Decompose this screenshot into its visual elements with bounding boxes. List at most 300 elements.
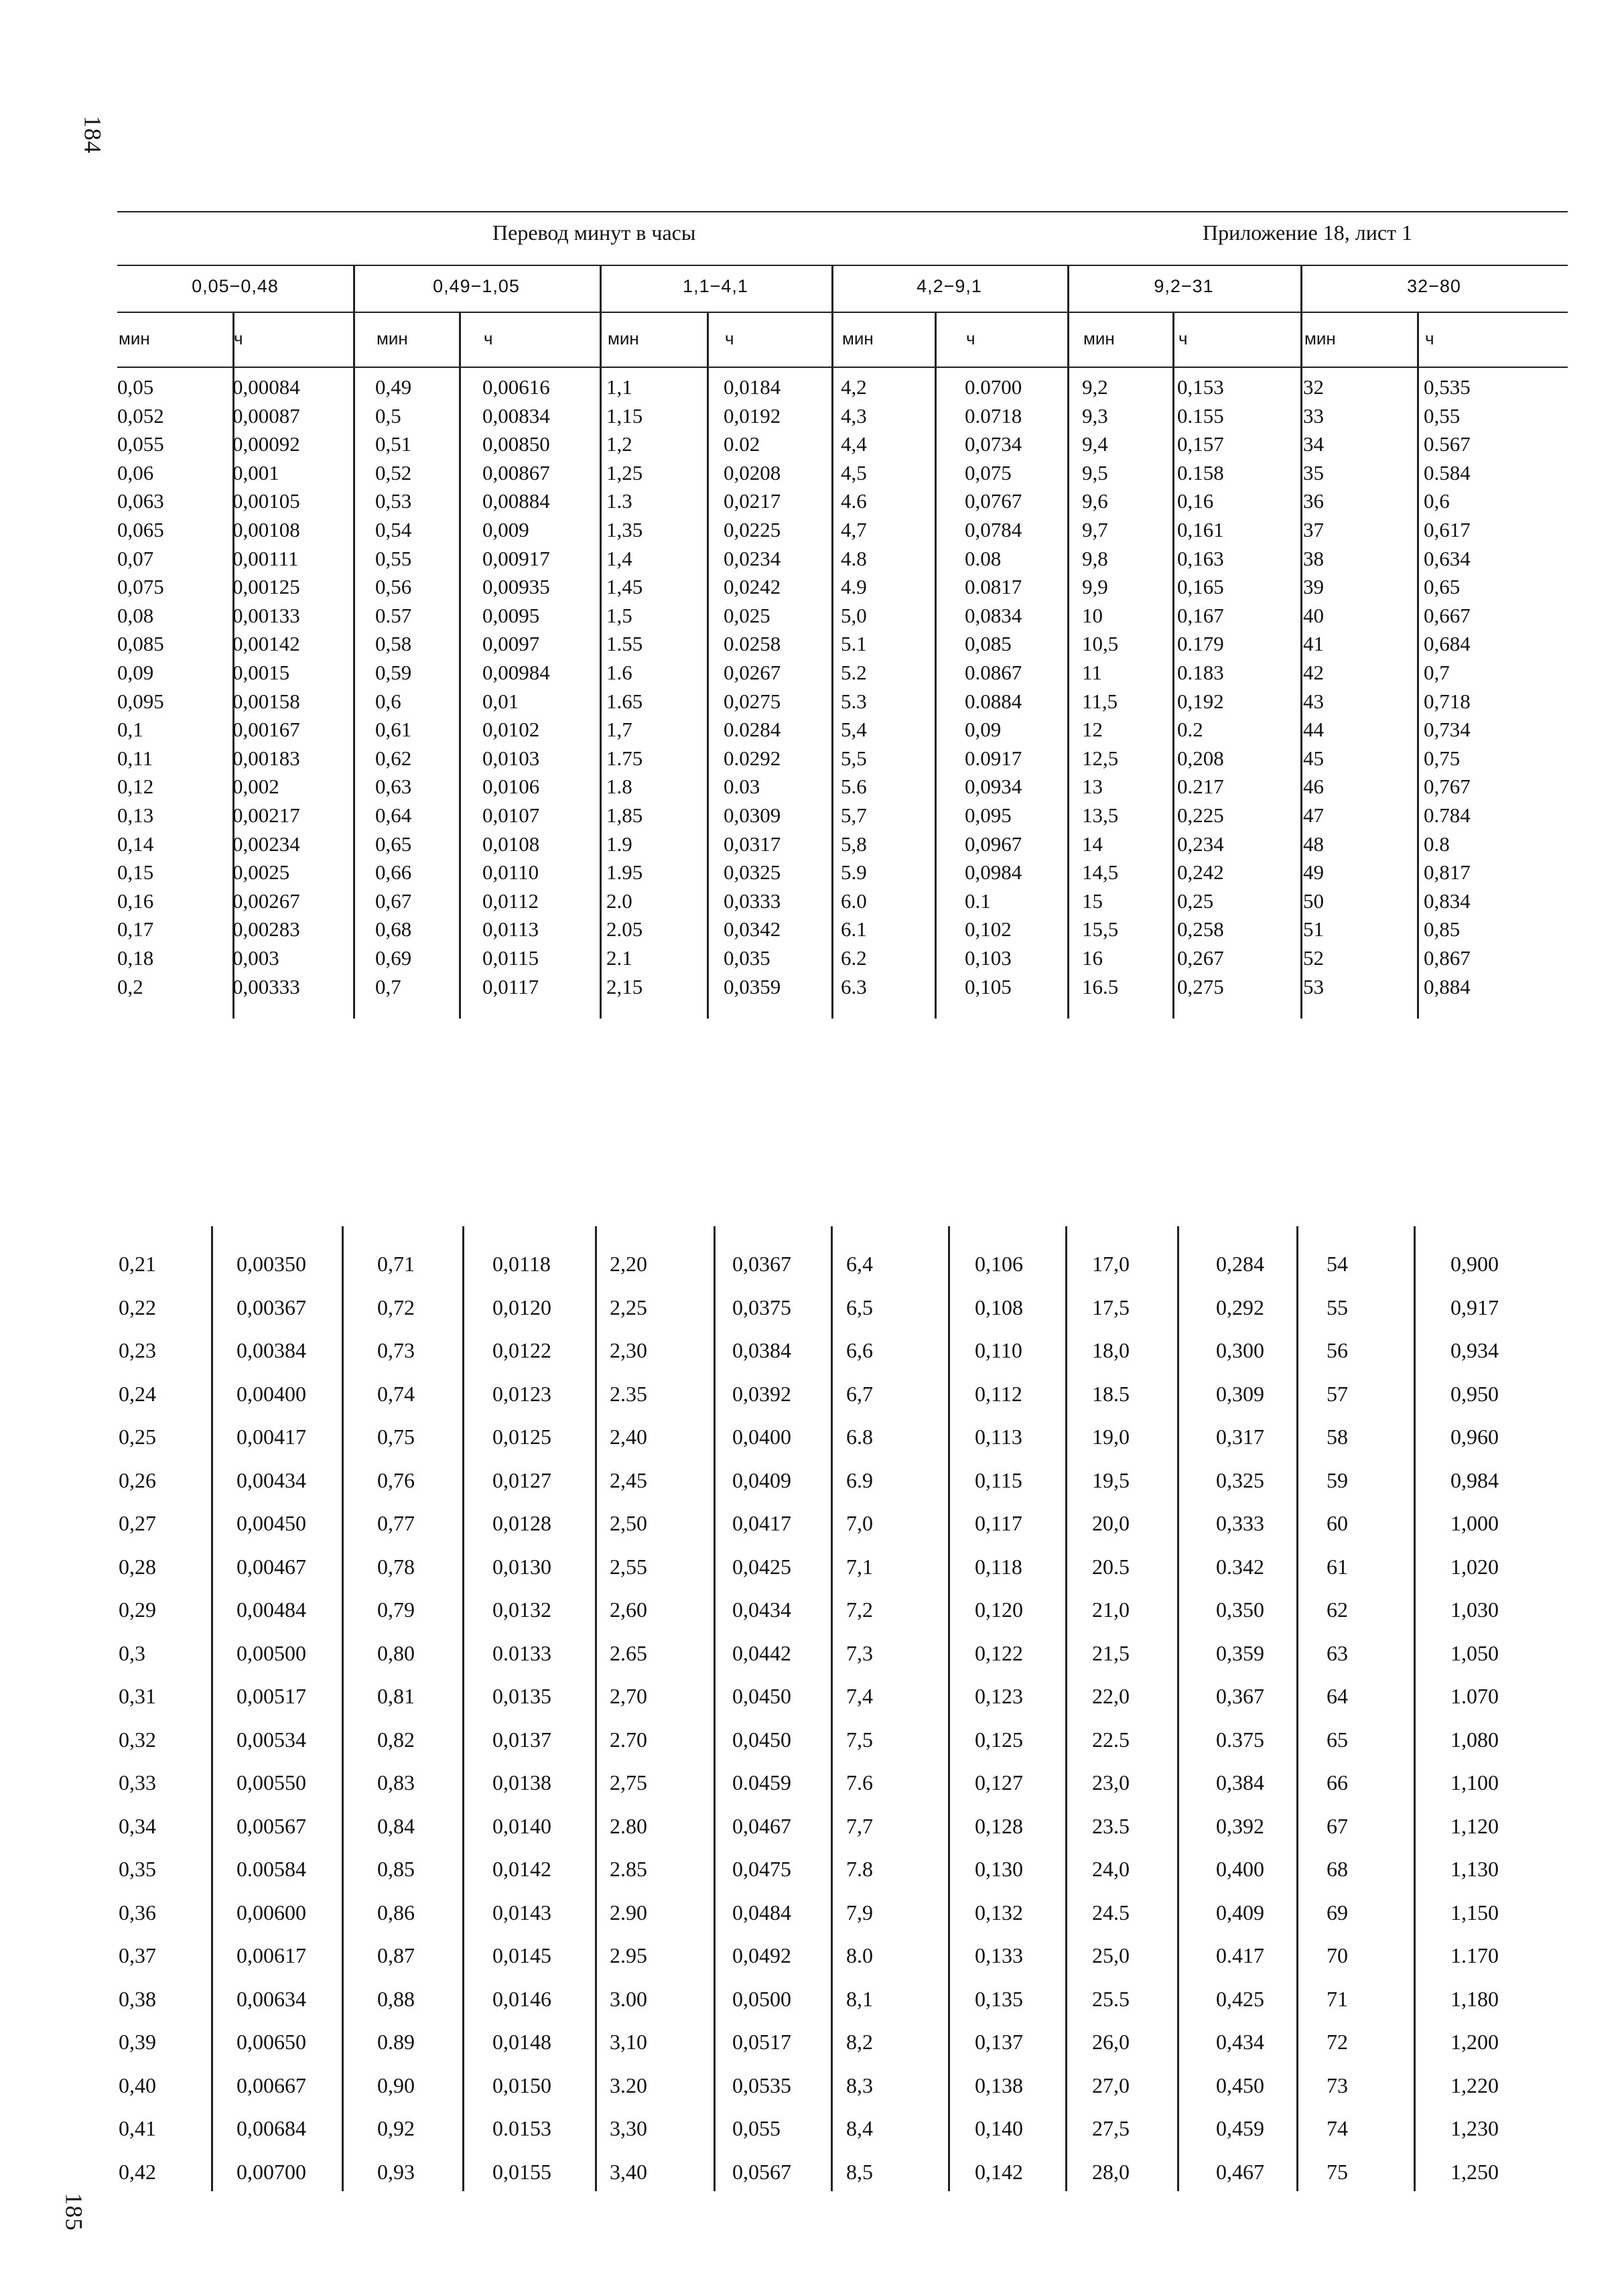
minutes-cell: 68 xyxy=(1327,1857,1348,1881)
hours-cell: 0,075 xyxy=(965,460,1012,484)
page-number-top: 184 xyxy=(79,115,107,154)
minutes-cell: 38 xyxy=(1303,546,1324,570)
unit-header: ч xyxy=(966,328,975,348)
table-row xyxy=(117,1900,1568,1941)
hours-cell: 1.170 xyxy=(1450,1943,1499,1967)
table-row xyxy=(117,2160,1568,2200)
hours-cell: 0,163 xyxy=(1177,546,1224,570)
minutes-cell: 0,7 xyxy=(375,974,401,998)
hours-cell: 0,0400 xyxy=(732,1425,791,1449)
hours-cell: 0,960 xyxy=(1450,1425,1499,1449)
minutes-cell: 0,52 xyxy=(375,460,412,484)
minutes-cell: 73 xyxy=(1327,2073,1348,2097)
unit-header: мин xyxy=(842,328,874,348)
hours-cell: 0,0127 xyxy=(492,1468,551,1492)
group-divider xyxy=(1067,265,1069,312)
hours-cell: 0,00234 xyxy=(232,832,300,856)
minutes-cell: 0,075 xyxy=(117,575,164,599)
hours-cell: 0,00867 xyxy=(482,460,550,484)
hours-cell: 0.158 xyxy=(1177,460,1224,484)
minutes-cell: 0.89 xyxy=(377,2030,415,2054)
minutes-cell: 17,0 xyxy=(1092,1252,1130,1276)
minutes-cell: 50 xyxy=(1303,889,1324,913)
hours-cell: 0,0118 xyxy=(492,1252,551,1276)
minutes-cell: 7,7 xyxy=(846,1813,873,1838)
minutes-cell: 0,2 xyxy=(117,974,143,998)
hours-cell: 0,001 xyxy=(232,460,279,484)
minutes-cell: 6.9 xyxy=(846,1468,873,1492)
minutes-cell: 0,71 xyxy=(377,1252,415,1276)
table-row xyxy=(117,803,1568,830)
minutes-cell: 46 xyxy=(1303,775,1324,799)
hours-cell: 0,292 xyxy=(1216,1295,1264,1319)
hours-cell: 0,225 xyxy=(1177,803,1224,827)
hours-cell: 1,080 xyxy=(1450,1727,1499,1752)
hours-cell: 0,01 xyxy=(482,689,519,713)
minutes-cell: 2.80 xyxy=(610,1813,647,1838)
minutes-cell: 0,84 xyxy=(377,1813,415,1838)
hours-cell: 0,09 xyxy=(965,718,1002,742)
minutes-cell: 0,25 xyxy=(119,1425,156,1449)
hours-cell: 0,00183 xyxy=(232,746,300,770)
hours-cell: 0,0122 xyxy=(492,1338,551,1362)
minutes-cell: 9,4 xyxy=(1082,432,1108,456)
hours-cell: 0,384 xyxy=(1216,1770,1264,1795)
hours-cell: 0,112 xyxy=(975,1381,1022,1406)
minutes-cell: 0.57 xyxy=(375,603,412,627)
table-row xyxy=(117,1728,1568,1768)
hours-cell: 0,00567 xyxy=(236,1813,306,1838)
table-row xyxy=(117,461,1568,488)
minutes-cell: 0,16 xyxy=(117,889,154,913)
hours-cell: 0,450 xyxy=(1216,2073,1264,2097)
hours-cell: 0,00667 xyxy=(236,2073,306,2097)
minutes-cell: 0,58 xyxy=(375,632,412,656)
minutes-cell: 59 xyxy=(1327,1468,1348,1492)
table-row xyxy=(117,547,1568,574)
minutes-cell: 0,85 xyxy=(377,1857,415,1881)
group-divider xyxy=(600,265,602,312)
hours-cell: 0,258 xyxy=(1177,917,1224,941)
hours-cell: 0,0132 xyxy=(492,1598,551,1622)
minutes-cell: 1.8 xyxy=(606,775,632,799)
minutes-cell: 5.9 xyxy=(841,860,867,885)
table-row xyxy=(117,1252,1568,1292)
minutes-cell: 0,07 xyxy=(117,546,154,570)
hours-cell: 0,0367 xyxy=(732,1252,791,1276)
hours-cell: 0,267 xyxy=(1177,946,1224,970)
minutes-cell: 72 xyxy=(1327,2030,1348,2054)
hours-cell: 0,0834 xyxy=(965,603,1022,627)
table-row xyxy=(117,1555,1568,1595)
minutes-cell: 1,25 xyxy=(606,460,643,484)
hours-cell: 0.1 xyxy=(965,889,991,913)
minutes-cell: 69 xyxy=(1327,1900,1348,1925)
minutes-cell: 1,85 xyxy=(606,803,643,827)
minutes-cell: 0,68 xyxy=(375,917,412,941)
hours-cell: 0.8 xyxy=(1424,832,1450,856)
hours-cell: 0,085 xyxy=(965,632,1012,656)
minutes-cell: 0,72 xyxy=(377,1295,415,1319)
hours-cell: 0,208 xyxy=(1177,746,1224,770)
table-row xyxy=(117,432,1568,459)
table-row xyxy=(117,1857,1568,1897)
hours-cell: 0,0442 xyxy=(732,1640,791,1665)
hours-cell: 1,050 xyxy=(1450,1640,1499,1665)
hours-cell: 0.217 xyxy=(1177,775,1224,799)
hours-cell: 0,135 xyxy=(975,1986,1023,2011)
minutes-cell: 4.6 xyxy=(841,489,867,513)
hours-cell: 0,317 xyxy=(1216,1425,1264,1449)
minutes-cell: 9,8 xyxy=(1082,546,1108,570)
hours-cell: 0,0103 xyxy=(482,746,540,770)
minutes-cell: 0,11 xyxy=(117,746,153,770)
hours-cell: 0,0123 xyxy=(492,1381,551,1406)
rule-top xyxy=(117,211,1568,212)
table-row xyxy=(117,1295,1568,1335)
minutes-cell: 8,5 xyxy=(846,2159,873,2184)
minutes-cell: 1.6 xyxy=(606,661,632,684)
minutes-cell: 0,09 xyxy=(117,661,154,684)
range-header: 9,2−31 xyxy=(1154,276,1214,296)
hours-cell: 0,0108 xyxy=(482,832,540,856)
minutes-cell: 0,73 xyxy=(377,1338,415,1362)
hours-cell: 0,0267 xyxy=(724,661,781,684)
minutes-cell: 5,4 xyxy=(841,718,867,742)
hours-cell: 0,0492 xyxy=(732,1943,791,1967)
minutes-cell: 7,5 xyxy=(846,1727,873,1752)
hours-cell: 0,884 xyxy=(1424,974,1471,998)
hours-cell: 0,0217 xyxy=(724,489,781,513)
minutes-cell: 20,0 xyxy=(1092,1511,1130,1535)
hours-cell: 0,467 xyxy=(1216,2159,1264,2184)
minutes-cell: 0,5 xyxy=(375,403,401,428)
minutes-cell: 25.5 xyxy=(1092,1986,1130,2011)
minutes-cell: 7,4 xyxy=(846,1684,873,1708)
minutes-cell: 9,5 xyxy=(1082,460,1108,484)
hours-cell: 0,367 xyxy=(1216,1684,1264,1708)
range-header: 4,2−9,1 xyxy=(917,276,982,296)
hours-cell: 0,0117 xyxy=(482,974,539,998)
minutes-cell: 14,5 xyxy=(1082,860,1119,885)
minutes-cell: 2,40 xyxy=(610,1425,647,1449)
hours-cell: 0,0434 xyxy=(732,1598,791,1622)
hours-cell: 0,00084 xyxy=(232,375,300,399)
hours-cell: 0,00600 xyxy=(236,1900,306,1925)
hours-cell: 0,718 xyxy=(1424,689,1471,713)
minutes-cell: 0,41 xyxy=(119,2116,156,2140)
minutes-cell: 28,0 xyxy=(1092,2159,1130,2184)
minutes-cell: 9,9 xyxy=(1082,575,1108,599)
hours-cell: 0,0450 xyxy=(732,1684,791,1708)
hours-cell: 0,0333 xyxy=(724,889,781,913)
hours-cell: 0,105 xyxy=(965,974,1012,998)
minutes-cell: 2,75 xyxy=(610,1770,647,1795)
table-row xyxy=(117,375,1568,402)
hours-cell: 0,392 xyxy=(1216,1813,1264,1838)
minutes-cell: 11 xyxy=(1082,661,1102,684)
minutes-cell: 0,34 xyxy=(119,1813,156,1838)
minutes-cell: 0,63 xyxy=(375,775,412,799)
minutes-cell: 0,095 xyxy=(117,689,164,713)
minutes-cell: 6,6 xyxy=(846,1338,873,1362)
hours-cell: 1,200 xyxy=(1450,2030,1499,2054)
minutes-cell: 0,55 xyxy=(375,546,412,570)
hours-cell: 0,115 xyxy=(975,1468,1022,1492)
minutes-cell: 3,30 xyxy=(610,2116,647,2140)
minutes-cell: 0,18 xyxy=(117,946,154,970)
minutes-cell: 7.8 xyxy=(846,1857,873,1881)
hours-cell: 0,00267 xyxy=(232,889,300,913)
minutes-cell: 2.35 xyxy=(610,1381,647,1406)
hours-cell: 0,0106 xyxy=(482,775,540,799)
minutes-cell: 7,2 xyxy=(846,1598,873,1622)
minutes-cell: 44 xyxy=(1303,718,1324,742)
minutes-cell: 2,30 xyxy=(610,1338,647,1362)
minutes-cell: 36 xyxy=(1303,489,1324,513)
hours-cell: 0,00158 xyxy=(232,689,300,713)
table-row xyxy=(117,1598,1568,1638)
table-row xyxy=(117,1425,1568,1465)
hours-cell: 1,030 xyxy=(1450,1598,1499,1622)
minutes-cell: 0,86 xyxy=(377,1900,415,1925)
minutes-cell: 1.75 xyxy=(606,746,643,770)
minutes-cell: 0,06 xyxy=(117,460,154,484)
minutes-cell: 0,14 xyxy=(117,832,154,856)
hours-cell: 0,934 xyxy=(1450,1338,1499,1362)
hours-cell: 0.00584 xyxy=(236,1857,306,1881)
hours-cell: 0,75 xyxy=(1424,746,1461,770)
hours-cell: 1,180 xyxy=(1450,1986,1499,2011)
minutes-cell: 7.6 xyxy=(846,1770,873,1795)
minutes-cell: 0,62 xyxy=(375,746,412,770)
hours-cell: 1,000 xyxy=(1450,1511,1499,1535)
minutes-cell: 0,76 xyxy=(377,1468,415,1492)
minutes-cell: 1.3 xyxy=(606,489,632,513)
hours-cell: 0,00616 xyxy=(482,375,550,399)
minutes-cell: 48 xyxy=(1303,832,1324,856)
minutes-cell: 1,7 xyxy=(606,718,632,742)
minutes-cell: 0,80 xyxy=(377,1640,415,1665)
minutes-cell: 8,1 xyxy=(846,1986,873,2011)
hours-cell: 0,0140 xyxy=(492,1813,551,1838)
minutes-cell: 0,49 xyxy=(375,375,412,399)
hours-cell: 0,00217 xyxy=(232,803,300,827)
minutes-cell: 8,4 xyxy=(846,2116,873,2140)
hours-cell: 0.03 xyxy=(724,775,760,799)
table-row xyxy=(117,860,1568,887)
hours-cell: 0,0417 xyxy=(732,1511,791,1535)
minutes-cell: 1.95 xyxy=(606,860,643,885)
minutes-cell: 0,61 xyxy=(375,718,412,742)
hours-cell: 0,00650 xyxy=(236,2030,306,2054)
minutes-cell: 0,055 xyxy=(117,432,164,456)
minutes-cell: 0,51 xyxy=(375,432,412,456)
minutes-cell: 21,5 xyxy=(1092,1640,1130,1665)
hours-cell: 0,0107 xyxy=(482,803,540,827)
hours-cell: 0,0155 xyxy=(492,2159,551,2184)
hours-cell: 0,0097 xyxy=(482,632,540,656)
hours-cell: 0,0967 xyxy=(965,832,1022,856)
minutes-cell: 0,77 xyxy=(377,1511,415,1535)
hours-cell: 0.0284 xyxy=(724,718,781,742)
hours-cell: 0,0375 xyxy=(732,1295,791,1319)
hours-cell: 0,0146 xyxy=(492,1986,551,2011)
hours-cell: 1,150 xyxy=(1450,1900,1499,1925)
minutes-cell: 0,27 xyxy=(119,1511,156,1535)
hours-cell: 0,00108 xyxy=(232,518,300,541)
minutes-cell: 0,56 xyxy=(375,575,412,599)
hours-cell: 0,00111 xyxy=(232,546,299,570)
hours-cell: 0.417 xyxy=(1216,1943,1264,1967)
minutes-cell: 1,5 xyxy=(606,603,632,627)
hours-cell: 0,817 xyxy=(1424,860,1471,885)
hours-cell: 0,734 xyxy=(1424,718,1471,742)
hours-cell: 0,117 xyxy=(975,1511,1022,1535)
hours-cell: 0,095 xyxy=(965,803,1012,827)
minutes-cell: 0,66 xyxy=(375,860,412,885)
minutes-cell: 3.20 xyxy=(610,2073,647,2097)
hours-cell: 0,130 xyxy=(975,1857,1023,1881)
table-row xyxy=(117,489,1568,516)
minutes-cell: 0,31 xyxy=(119,1684,156,1708)
hours-cell: 0,00105 xyxy=(232,489,300,513)
minutes-cell: 2,50 xyxy=(610,1511,647,1535)
hours-cell: 0,0142 xyxy=(492,1857,551,1881)
hours-cell: 0,0234 xyxy=(724,546,781,570)
hours-cell: 0,0517 xyxy=(732,2030,791,2054)
hours-cell: 0,00434 xyxy=(236,1468,306,1492)
minutes-cell: 0,93 xyxy=(377,2159,415,2184)
hours-cell: 0,359 xyxy=(1216,1640,1264,1665)
minutes-cell: 5,5 xyxy=(841,746,867,770)
hours-cell: 0.342 xyxy=(1216,1554,1264,1579)
minutes-cell: 6.8 xyxy=(846,1425,873,1449)
minutes-cell: 49 xyxy=(1303,860,1324,885)
table-row xyxy=(117,889,1568,916)
hours-cell: 0,284 xyxy=(1216,1252,1264,1276)
minutes-cell: 2.70 xyxy=(610,1727,647,1752)
group-divider xyxy=(1300,265,1302,312)
hours-cell: 0,157 xyxy=(1177,432,1224,456)
minutes-cell: 27,0 xyxy=(1092,2073,1130,2097)
unit-header: мин xyxy=(377,328,408,348)
unit-header: мин xyxy=(1304,328,1336,348)
minutes-cell: 0,26 xyxy=(119,1468,156,1492)
hours-cell: 0,400 xyxy=(1216,1857,1264,1881)
minutes-cell: 9,6 xyxy=(1082,489,1108,513)
unit-header: ч xyxy=(1178,328,1188,348)
table-row xyxy=(117,1382,1568,1422)
minutes-cell: 0,37 xyxy=(119,1943,156,1967)
table-row xyxy=(117,2030,1568,2070)
hours-cell: 0,0113 xyxy=(482,917,539,941)
minutes-cell: 0,23 xyxy=(119,1338,156,1362)
unit-header: ч xyxy=(725,328,734,348)
minutes-cell: 13,5 xyxy=(1082,803,1119,827)
hours-cell: 0,009 xyxy=(482,518,529,541)
hours-cell: 0,00092 xyxy=(232,432,300,456)
hours-cell: 0,142 xyxy=(975,2159,1023,2184)
table-row xyxy=(117,690,1568,716)
hours-cell: 0,300 xyxy=(1216,1338,1264,1362)
minutes-cell: 21,0 xyxy=(1092,1598,1130,1622)
minutes-cell: 0,3 xyxy=(119,1640,145,1665)
hours-cell: 1,100 xyxy=(1450,1770,1499,1795)
hours-cell: 1,230 xyxy=(1450,2116,1499,2140)
hours-cell: 0,0138 xyxy=(492,1770,551,1795)
hours-cell: 1,130 xyxy=(1450,1857,1499,1881)
hours-cell: 0,0125 xyxy=(492,1425,551,1449)
minutes-cell: 3.00 xyxy=(610,1986,647,2011)
hours-cell: 0,0467 xyxy=(732,1813,791,1838)
hours-cell: 0,108 xyxy=(975,1295,1023,1319)
hours-cell: 0,0500 xyxy=(732,1986,791,2011)
hours-cell: 0,867 xyxy=(1424,946,1471,970)
hours-cell: 1,220 xyxy=(1450,2073,1499,2097)
minutes-cell: 19,0 xyxy=(1092,1425,1130,1449)
table-row xyxy=(117,632,1568,659)
hours-cell: 0,275 xyxy=(1177,974,1224,998)
minutes-cell: 2,60 xyxy=(610,1598,647,1622)
hours-cell: 0,127 xyxy=(975,1770,1023,1795)
hours-cell: 0,634 xyxy=(1424,546,1471,570)
hours-cell: 0,333 xyxy=(1216,1511,1264,1535)
unit-header: ч xyxy=(234,328,243,348)
hours-cell: 0,434 xyxy=(1216,2030,1264,2054)
minutes-cell: 43 xyxy=(1303,689,1324,713)
rule-under-title xyxy=(117,265,1568,266)
hours-cell: 0,350 xyxy=(1216,1598,1264,1622)
minutes-cell: 66 xyxy=(1327,1770,1348,1795)
table-row xyxy=(117,1987,1568,2027)
hours-cell: 0,6 xyxy=(1424,489,1450,513)
hours-cell: 0,120 xyxy=(975,1598,1023,1622)
minutes-cell: 5,8 xyxy=(841,832,867,856)
minutes-cell: 2.95 xyxy=(610,1943,647,1967)
hours-cell: 0,0225 xyxy=(724,518,781,541)
minutes-cell: 16.5 xyxy=(1082,974,1119,998)
rule-under-groups xyxy=(117,312,1568,313)
hours-cell: 0,035 xyxy=(724,946,770,970)
minutes-cell: 8.0 xyxy=(846,1943,873,1967)
hours-cell: 0,0025 xyxy=(232,860,290,885)
minutes-cell: 0,59 xyxy=(375,661,412,684)
minutes-cell: 23,0 xyxy=(1092,1770,1130,1795)
hours-cell: 0,00167 xyxy=(232,718,300,742)
minutes-cell: 63 xyxy=(1327,1640,1348,1665)
minutes-cell: 60 xyxy=(1327,1511,1348,1535)
hours-cell: 0,0392 xyxy=(732,1381,791,1406)
hours-cell: 1.070 xyxy=(1450,1684,1499,1708)
hours-cell: 0,0150 xyxy=(492,2073,551,2097)
hours-cell: 0,161 xyxy=(1177,518,1224,541)
hours-cell: 0.0917 xyxy=(965,746,1022,770)
minutes-cell: 0,90 xyxy=(377,2073,415,2097)
minutes-cell: 0,81 xyxy=(377,1684,415,1708)
hours-cell: 0,00333 xyxy=(232,974,300,998)
hours-cell: 0,00500 xyxy=(236,1640,306,1665)
hours-cell: 0,103 xyxy=(965,946,1012,970)
minutes-cell: 6.1 xyxy=(841,917,867,941)
hours-cell: 0,00517 xyxy=(236,1684,306,1708)
minutes-cell: 0,64 xyxy=(375,803,412,827)
hours-cell: 0,0409 xyxy=(732,1468,791,1492)
minutes-cell: 0,74 xyxy=(377,1381,415,1406)
hours-cell: 0.0153 xyxy=(492,2116,551,2140)
minutes-cell: 41 xyxy=(1303,632,1324,656)
minutes-cell: 6,5 xyxy=(846,1295,873,1319)
